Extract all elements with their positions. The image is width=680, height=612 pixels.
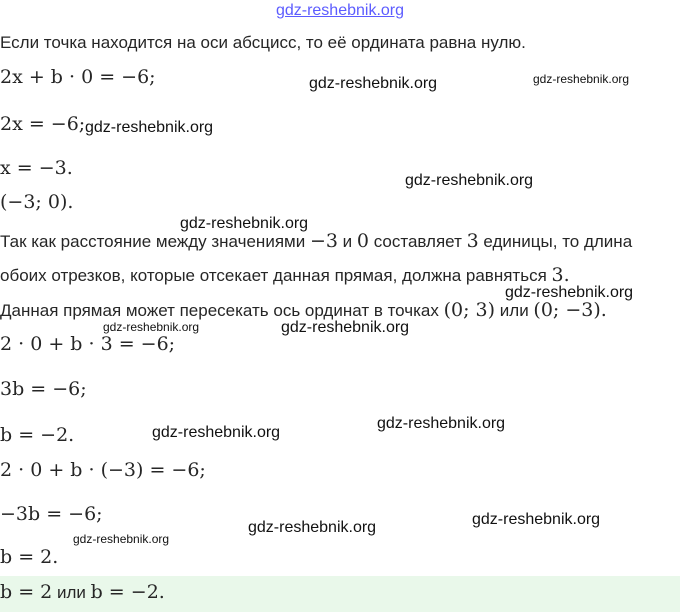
watermark: gdz-reshebnik.org: [152, 424, 281, 441]
watermark: gdz-reshebnik.org: [309, 75, 438, 92]
equation-line-5: (−3; 0).: [0, 191, 74, 213]
equation-line-12: 2 · 0 + b · (−3) = −6;: [0, 459, 206, 481]
equation-line-14: b = 2.: [0, 546, 59, 568]
text-segment: Так как расстояние между значениями: [0, 232, 310, 251]
equation-line-11: b = −2.: [0, 424, 75, 446]
math-inline: 0: [356, 230, 369, 252]
equation-line-2: 2x + b · 0 = −6;: [0, 66, 156, 88]
watermark: gdz-reshebnik.org: [103, 320, 200, 334]
text-segment: обоих отрезков, которые отсекает данная прямая, должна равняться: [0, 266, 552, 285]
math-inline: (0; 3): [443, 299, 496, 321]
watermark: gdz-reshebnik.org: [505, 284, 634, 301]
watermark: gdz-reshebnik.org: [533, 72, 630, 86]
equation-line-3: 2x = −6;: [0, 113, 86, 135]
text-line-6: [0, 230, 632, 252]
watermark: gdz-reshebnik.org: [248, 519, 377, 536]
answer-line: [0, 581, 165, 603]
math-inline: −3: [309, 230, 338, 252]
text-line-1: Если точка находится на оси абсцисс, то её ордината равна нулю.: [0, 33, 526, 52]
equation-line-10: 3b = −6;: [0, 378, 87, 400]
watermark: gdz-reshebnik.org: [85, 119, 214, 136]
watermark: gdz-reshebnik.org: [281, 319, 410, 336]
answer-value-2: b = −2.: [90, 581, 165, 603]
equation-line-4: x = −3.: [0, 157, 73, 179]
math-inline: 3: [466, 230, 479, 252]
text-segment: единицы, то длина: [478, 232, 633, 251]
equation-line-9: 2 · 0 + b · 3 = −6;: [0, 333, 176, 355]
site-title-link[interactable]: gdz-reshebnik.org: [275, 2, 405, 19]
text-segment: или: [495, 301, 534, 320]
watermark: gdz-reshebnik.org: [472, 511, 601, 528]
equation-line-13: −3b = −6;: [0, 503, 103, 525]
text-segment: Данная прямая может пересекать ось ординат в точках: [0, 301, 444, 320]
watermark: gdz-reshebnik.org: [377, 415, 506, 432]
answer-or: или: [52, 583, 91, 602]
watermark: gdz-reshebnik.org: [180, 215, 309, 232]
math-inline: 3.: [551, 264, 570, 286]
answer-value-1: b = 2: [0, 581, 53, 603]
answer-highlight: [0, 576, 680, 612]
math-inline: (0; −3).: [533, 299, 607, 321]
text-segment: составляет: [369, 232, 467, 251]
watermark: gdz-reshebnik.org: [73, 532, 170, 546]
text-segment: и: [337, 232, 357, 251]
text-line-7: [0, 264, 570, 286]
text-line-8: [0, 299, 607, 321]
watermark: gdz-reshebnik.org: [405, 172, 534, 189]
